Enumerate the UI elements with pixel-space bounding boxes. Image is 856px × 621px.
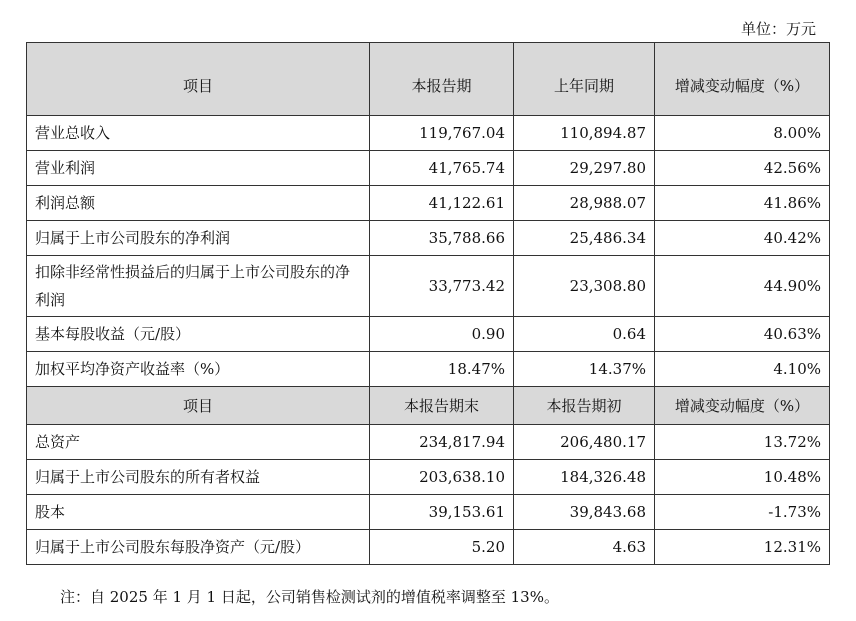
row-label: 归属于上市公司股东每股净资产（元/股） xyxy=(27,530,370,565)
period-end-value: 39,153.61 xyxy=(370,495,514,530)
change-value: 4.10% xyxy=(655,352,830,387)
table-row xyxy=(27,317,830,352)
period-start-value: 206,480.17 xyxy=(514,425,655,460)
change-value: 40.63% xyxy=(655,317,830,352)
header-change-pct: 增减变动幅度（%） xyxy=(655,43,830,116)
table-row xyxy=(27,460,830,495)
footnote: 注：自 2025 年 1 月 1 日起，公司销售检测试剂的增值税率调整至 13%。 xyxy=(60,588,559,606)
current-value: 0.90 xyxy=(370,317,514,352)
table-row xyxy=(27,495,830,530)
row-label: 总资产 xyxy=(27,425,370,460)
table-row xyxy=(27,116,830,151)
row-label: 营业总收入 xyxy=(27,116,370,151)
row-label: 营业利润 xyxy=(27,151,370,186)
change-value: 42.56% xyxy=(655,151,830,186)
table-row xyxy=(27,256,830,317)
header-item: 项目 xyxy=(27,43,370,116)
table-row xyxy=(27,352,830,387)
period-end-value: 234,817.94 xyxy=(370,425,514,460)
table2-header-row xyxy=(27,387,830,425)
row-label: 扣除非经常性损益后的归属于上市公司股东的净利润 xyxy=(27,256,370,317)
prior-value: 28,988.07 xyxy=(514,186,655,221)
change-value: 8.00% xyxy=(655,116,830,151)
prior-value: 25,486.34 xyxy=(514,221,655,256)
period-end-value: 203,638.10 xyxy=(370,460,514,495)
table-row xyxy=(27,186,830,221)
change-value: 13.72% xyxy=(655,425,830,460)
header-item: 项目 xyxy=(27,387,370,425)
row-label: 归属于上市公司股东的净利润 xyxy=(27,221,370,256)
table-row xyxy=(27,425,830,460)
row-label: 归属于上市公司股东的所有者权益 xyxy=(27,460,370,495)
current-value: 41,765.74 xyxy=(370,151,514,186)
current-value: 41,122.61 xyxy=(370,186,514,221)
header-period-start: 本报告期初 xyxy=(514,387,655,425)
row-label: 利润总额 xyxy=(27,186,370,221)
unit-label: 单位：万元 xyxy=(740,20,816,38)
change-value: 12.31% xyxy=(655,530,830,565)
row-label: 加权平均净资产收益率（%） xyxy=(27,352,370,387)
prior-value: 0.64 xyxy=(514,317,655,352)
period-start-value: 39,843.68 xyxy=(514,495,655,530)
current-value: 119,767.04 xyxy=(370,116,514,151)
header-change-pct: 增减变动幅度（%） xyxy=(655,387,830,425)
table1-header-row xyxy=(27,43,830,116)
period-start-value: 184,326.48 xyxy=(514,460,655,495)
change-value: 40.42% xyxy=(655,221,830,256)
change-value: 10.48% xyxy=(655,460,830,495)
table-row xyxy=(27,530,830,565)
header-prior-year-period: 上年同期 xyxy=(514,43,655,116)
prior-value: 110,894.87 xyxy=(514,116,655,151)
change-value: 41.86% xyxy=(655,186,830,221)
header-current-period: 本报告期 xyxy=(370,43,514,116)
current-value: 18.47% xyxy=(370,352,514,387)
current-value: 33,773.42 xyxy=(370,256,514,317)
row-label: 基本每股收益（元/股） xyxy=(27,317,370,352)
header-period-end: 本报告期末 xyxy=(370,387,514,425)
prior-value: 29,297.80 xyxy=(514,151,655,186)
table-row xyxy=(27,151,830,186)
row-label: 股本 xyxy=(27,495,370,530)
period-start-value: 4.63 xyxy=(514,530,655,565)
table-row xyxy=(27,221,830,256)
prior-value: 23,308.80 xyxy=(514,256,655,317)
change-value: -1.73% xyxy=(655,495,830,530)
period-end-value: 5.20 xyxy=(370,530,514,565)
prior-value: 14.37% xyxy=(514,352,655,387)
change-value: 44.90% xyxy=(655,256,830,317)
financial-summary-table xyxy=(26,42,830,565)
current-value: 35,788.66 xyxy=(370,221,514,256)
